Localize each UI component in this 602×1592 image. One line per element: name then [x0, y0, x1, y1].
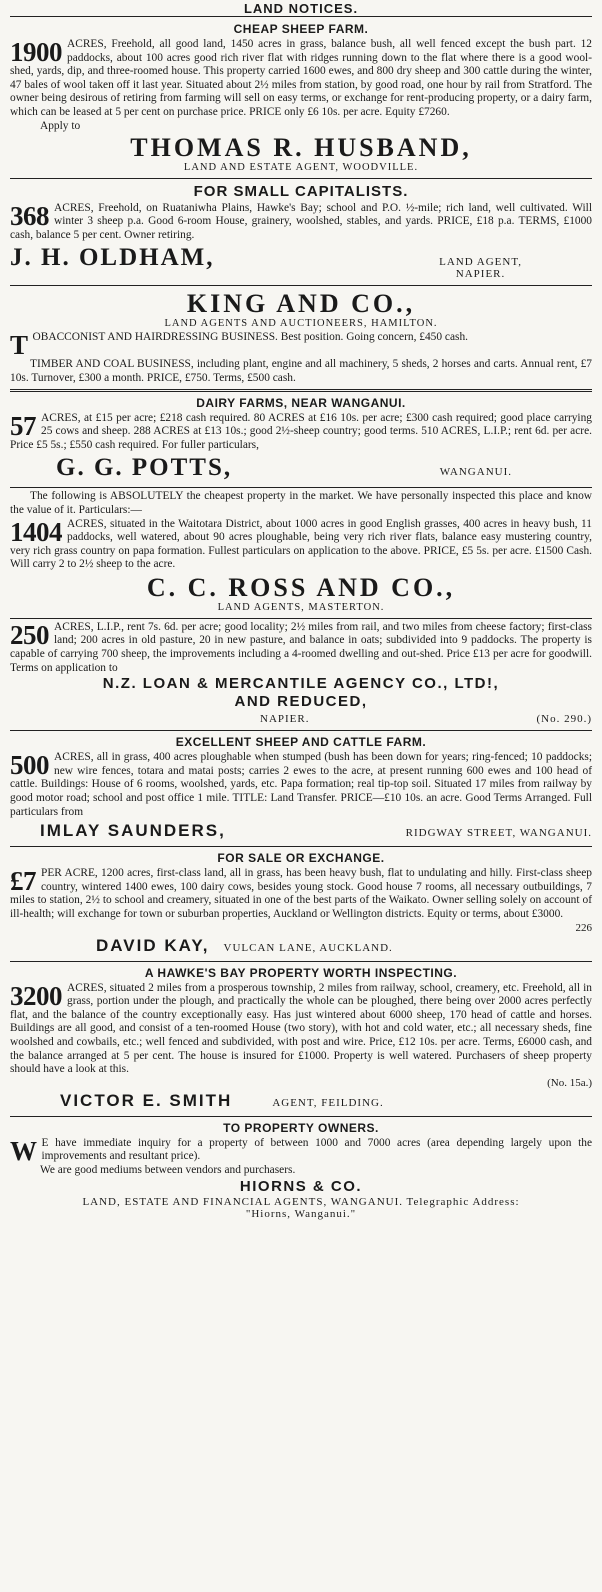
ad-headline: A HAWKE'S BAY PROPERTY WORTH INSPECTING.: [144, 965, 458, 980]
agent-name: C. C. ROSS AND CO.,: [146, 572, 456, 602]
ad-body: [10, 621, 592, 675]
agent-name: J. H. OLDHAM,: [10, 244, 215, 272]
agent-address: [439, 256, 522, 280]
ad-king-and-co: [10, 286, 592, 391]
agent-address-line: NAPIER.: [455, 268, 506, 281]
agent-address: WANGANUI.: [439, 466, 512, 479]
agent-address: AGENT, FEILDING.: [272, 1096, 384, 1109]
ad-body: [10, 1137, 592, 1164]
ad-sheep-cattle-farm: [10, 731, 592, 847]
ad-text: ACRES, Freehold, on Ruataniwha Plains, Hawke's Bay; school and P.O. ½-mile; rich land, well cultivated. Will winter 3 sheep p.a. Good 6-room House, grainery, woolshed, stables, and yards. PRICE, £18 p.a. TERMS, £1000 cash, balance 5 per cent. Owner retiring.: [10, 201, 592, 241]
page-header: LAND NOTICES.: [10, 1, 592, 17]
ad-body-2: TIMBER AND COAL BUSINESS, including plant, engine and all machinery, 5 sheds, 2 horses and carts. Annual rent, £7 10s. Turnover, £300 a month. PRICE, £750. Terms, £500 cash.: [10, 358, 592, 384]
ad-small-capitalists: [10, 179, 592, 287]
ad-number: 226: [575, 921, 592, 934]
ad-drop-letter: W: [10, 1135, 37, 1166]
agent-name: THOMAS R. HUSBAND,: [130, 132, 472, 162]
ad-text: ACRES, situated in the Waitotara District, about 1000 acres in good English grasses, 400 acres in heavy bush, 11 paddocks, well watered, about 90 acres ploughable, being very rich river flats, balance easy mustering country, very rich grass country on papa formation. Fullest particulars on application to the above. PRICE, £5 5s. per acre. £1500 Cash. Will carry 2 to 2½ sheep to the acre.: [10, 517, 592, 571]
ad-headline: FOR SALE OR EXCHANGE.: [217, 851, 385, 866]
ad-headline: TO PROPERTY OWNERS.: [223, 1120, 379, 1135]
ad-text: ACRES, all in grass, 400 acres ploughable when stumped (bush has been down for years; ring-fenced; 10 paddocks; new wire fences, totara and matai posts; carries 2 ewes to the acre, at present running 600 ewes and 100 head of cattle. Buildings: House of 6 rooms, woolshed, yards, etc. Papa formation; real tip-top soil. Situated 17 miles from railway by good motor road; school and post office 1 mile. TITLE: Land Transfer. PRICE—£10 10s. an acre. Good Terms Arranged. Full particulars from: [10, 751, 592, 818]
agent-row: [10, 244, 592, 280]
ad-lip-250: [10, 619, 592, 731]
ad-body: [10, 982, 592, 1077]
agent-name-line-2: AND REDUCED,: [234, 693, 368, 711]
agent-row: [10, 454, 592, 482]
ad-cheap-sheep-farm: [10, 18, 592, 179]
agent-address: VULCAN LANE, AUCKLAND.: [223, 941, 393, 954]
agent-name: DAVID KAY,: [96, 935, 210, 955]
ad-body: [10, 751, 592, 819]
ad-dairy-farms: [10, 392, 592, 489]
ad-body: [10, 867, 592, 921]
ad-text: PER ACRE, 1200 acres, first-class land, all in grass, has been heavy bush, flat to undulating and hilly. First-class sheep country, wintered 1400 ewes, 100 dairy cows, besides young stock. Good house 7 rooms, all necessary outbuildings, 7 miles to station, 2½ to school and creamery, situated in one of the best parts of the Waikato. Owner selling solely on account of ill-health; will exchange for town or suburban properties, Auckland or Wellington districts. Equity or terms, about £3000.: [10, 867, 592, 920]
ad-lead-number: 3200: [10, 980, 62, 1011]
ad-lead-number: £7: [10, 866, 36, 897]
ad-waitotara: [10, 488, 592, 619]
agent-name: N.Z. LOAN & MERCANTILE AGENCY CO., LTD!,: [102, 675, 500, 693]
agent-address: NAPIER.: [260, 713, 310, 726]
apply-label: Apply to: [40, 119, 81, 132]
agent-subtitle: LAND AND ESTATE AGENT, WOODVILLE.: [183, 161, 419, 173]
ad-text: ACRES, Freehold, all good land, 1450 acres in grass, balance bush, all well fenced except the bush part. 12 paddocks, about 100 acres good rich river flat with ridges running down to the flat where there is a good wool-shed, yards, dip, and three-roomed house. This property carried 1600 ewes, and 800 dry sheep and 300 cattle during the winter, 47 bales of wool taken off it last year. Situated about 2½ miles from station, by good road, one hour by rail from Stratford. The owner being desirous of retiring from farming will sell on easy terms, or exchange for rent-producing property, or a dairy farm, which can be leased at 5 per cent on purchase price. PRICE only £6 10s. per acre. Equity £7260.: [10, 38, 592, 118]
ad-lead-number: 250: [10, 619, 49, 650]
agent-subtitle: LAND, ESTATE AND FINANCIAL AGENTS, WANGANUI. Telegraphic Address:: [82, 1195, 520, 1208]
ad-text: E have immediate inquiry for a property of between 1000 and 7000 acres (area depending largely upon the improvements and resultant price).: [41, 1136, 592, 1163]
ad-sale-or-exchange: [10, 847, 592, 961]
agent-row: [96, 936, 592, 956]
ad-lead-number: 368: [10, 200, 49, 231]
ad-drop-letter: T: [10, 330, 28, 361]
ad-body-2: We are good mediums between vendors and purchasers.: [40, 1163, 296, 1176]
agent-address-line: LAND AGENT,: [439, 256, 522, 269]
agent-address: RIDGWAY STREET, WANGANUI.: [405, 827, 592, 840]
ad-headline: FOR SMALL CAPITALISTS.: [193, 182, 409, 200]
agent-name: IMLAY SAUNDERS,: [40, 821, 226, 841]
ad-note: (No. 15a.): [547, 1076, 592, 1089]
agent-row: [10, 821, 592, 841]
ad-lead-number: 57: [10, 410, 36, 441]
ad-note: (No. 290.): [536, 713, 592, 726]
ad-body: [10, 330, 592, 361]
ad-headline: EXCELLENT SHEEP AND CATTLE FARM.: [175, 735, 427, 750]
ad-text: OBACCONIST AND HAIRDRESSING BUSINESS. Best position. Going concern, £450 cash.: [32, 331, 469, 344]
agent-subtitle-2: "Hiorns, Wanganui.": [245, 1207, 357, 1220]
ad-text: ACRES, at £15 per acre; £218 cash required. 80 ACRES at £16 10s. per acre; £300 cash required; good place carrying 25 cows and sheep. 288 ACRES at £13 10s.; good 2½-sheep country; good terms. 510 ACRES, L.I.P.; rent 6d. per acre. Price £5 5s.; £550 cash required. For fuller particulars,: [10, 411, 592, 451]
newspaper-page: [0, 1, 602, 1592]
agent-name: HIORNS & CO.: [239, 1177, 363, 1195]
ad-text: ACRES, situated 2 miles from a prosperous township, 2 miles from railway, school, creamery, etc. Freehold, all in grass, portion under the plough, and practically the whole can be ploughed, there being over 2000 acres perfectly flat, and the balance of the country exceptionally easy. Has just wintered about 6000 sheep, 170 head of cattle and horses. Buildings are all good, and consist of a ten-roomed House (two story), with hot and cold water, etc.; all necessary sheds, fine woolshed and cowbails, etc.; well fenced and subdivided, with post and wire. Price, £12 10s. per acre. Terms, £6000 cash, and the balance arranged at 5 per cent. The house is insured for £1000. Property is well watered. Purchasers of sheep property should have a look at this.: [10, 981, 592, 1076]
agent-row: [60, 1091, 592, 1111]
agent-subtitle: LAND AGENTS AND AUCTIONEERS, HAMILTON.: [164, 318, 438, 330]
ad-lead-number: 500: [10, 750, 49, 781]
ad-body: [10, 38, 592, 120]
ad-body: [10, 518, 592, 572]
ad-lead-number: 1404: [10, 516, 62, 547]
ad-text: ACRES, L.I.P., rent 7s. 6d. per acre; good locality; 2½ miles from rail, and two miles from cheese factory; first-class land; 200 acres in old pasture, 20 in new pasture, and balance in oats; subdivided into 9 paddocks. The property is capable of carrying 700 sheep, the improvements including a 4-roomed dwelling and out-shed. Price £13 per acre for goodwill. Terms on application to: [10, 620, 592, 674]
agent-subtitle: LAND AGENTS, MASTERTON.: [217, 601, 385, 613]
agent-name: KING AND CO.,: [186, 289, 416, 319]
ad-body: [10, 202, 592, 243]
ad-lead-number: 1900: [10, 37, 62, 67]
agent-row: [10, 713, 592, 725]
ad-property-owners: [10, 1117, 592, 1223]
ad-headline: CHEAP SHEEP FARM.: [233, 22, 369, 36]
ad-intro: The following is ABSOLUTELY the cheapest property in the market. We have personally inspected this place and know the value of it. Particulars:—: [10, 490, 592, 516]
ad-hawkes-bay: [10, 962, 592, 1117]
ad-headline: DAIRY FARMS, NEAR WANGANUI.: [196, 395, 406, 410]
ad-body: [10, 412, 592, 453]
agent-name: VICTOR E. SMITH: [60, 1090, 233, 1110]
agent-name: G. G. POTTS,: [56, 454, 233, 482]
